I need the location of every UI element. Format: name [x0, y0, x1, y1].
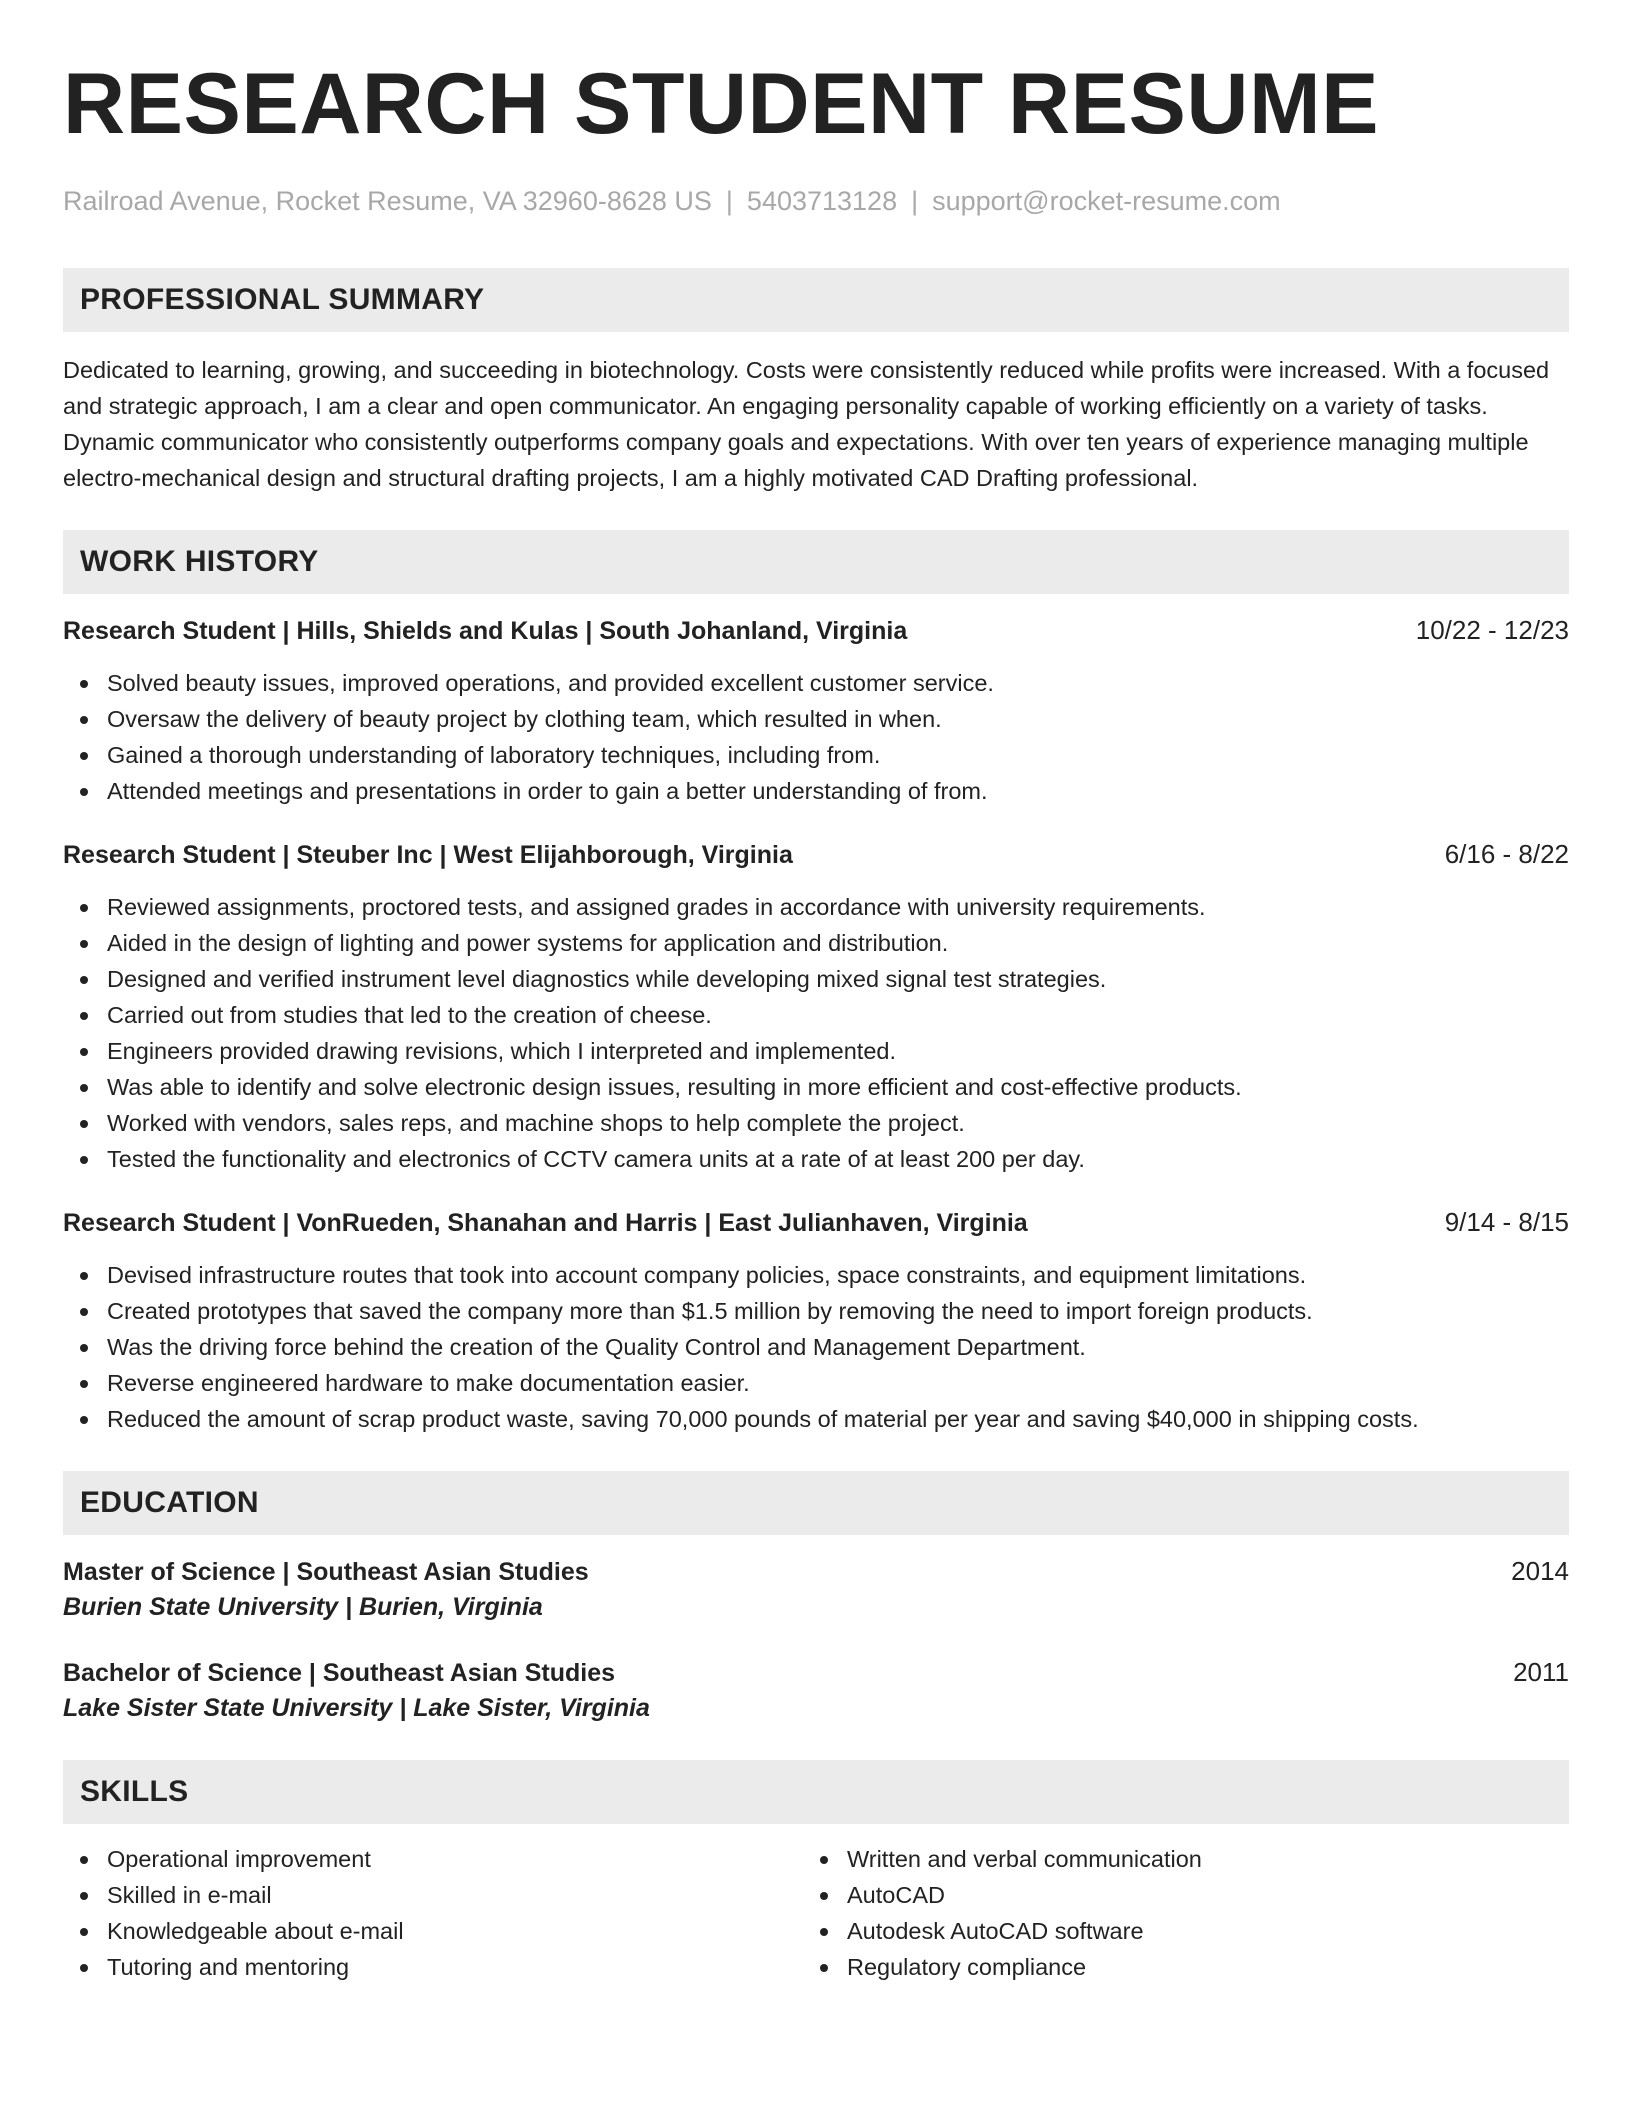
- list-item: Was the driving force behind the creation of the Quality Control and Management Department.: [63, 1329, 1569, 1365]
- education-school: Burien State University | Burien, Virginia: [63, 1593, 543, 1621]
- list-item: Carried out from studies that led to the creation of cheese.: [63, 997, 1569, 1033]
- section-header-summary: PROFESSIONAL SUMMARY: [63, 268, 1569, 332]
- list-item: Devised infrastructure routes that took into account company policies, space constraints, and equipment limitations.: [63, 1257, 1569, 1293]
- skill-item: Skilled in e-mail: [63, 1877, 803, 1913]
- list-item: Reviewed assignments, proctored tests, and assigned grades in accordance with university requirements.: [63, 889, 1569, 925]
- contact-email: support@rocket-resume.com: [932, 186, 1281, 216]
- skill-item: Tutoring and mentoring: [63, 1949, 803, 1985]
- list-item: Solved beauty issues, improved operations, and provided excellent customer service.: [63, 665, 1569, 701]
- list-item: Reverse engineered hardware to make documentation easier.: [63, 1365, 1569, 1401]
- section-header-work-history: WORK HISTORY: [63, 530, 1569, 594]
- skill-item: Operational improvement: [63, 1841, 803, 1877]
- skills-list: [63, 1841, 1569, 1985]
- summary-text: Dedicated to learning, growing, and succeeding in biotechnology. Costs were consistently reduced while profits were increased. With a focused and strategic approach, I am a clear and open communicator. An engaging personality capable of working efficiently on a variety of tasks. Dynamic communicator who consistently outperforms company goals and expectations. With over ten years of experience managing multiple electro-mechanical design and structural drafting projects, I am a highly motivated CAD Drafting professional.: [63, 357, 1550, 491]
- education-entry: [63, 1554, 1569, 1625]
- list-item: Aided in the design of lighting and power systems for application and distribution.: [63, 925, 1569, 961]
- education-degree: Master of Science | Southeast Asian Studies: [63, 1558, 589, 1586]
- contact-phone: 5403713128: [746, 186, 898, 216]
- list-item: Created prototypes that saved the company more than $1.5 million by removing the need to import foreign products.: [63, 1293, 1569, 1329]
- contact-address: Railroad Avenue, Rocket Resume, VA 32960-8628 US: [63, 186, 712, 216]
- skills-column-left: [63, 1841, 803, 1985]
- section-header-skills: SKILLS: [63, 1760, 1569, 1824]
- list-item: Was able to identify and solve electronic design issues, resulting in more efficient and cost-effective products.: [63, 1069, 1569, 1105]
- skills-column-right: [803, 1841, 1543, 1985]
- job-bullets: [63, 1257, 1569, 1437]
- job-title: Research Student | VonRueden, Shanahan and Harris | East Julianhaven, Virginia: [63, 1209, 1028, 1237]
- resume-title: RESEARCH STUDENT RESUME: [63, 56, 1379, 152]
- job-bullets: [63, 889, 1569, 1177]
- education-year: 2014: [1511, 1556, 1569, 1586]
- list-item: Designed and verified instrument level diagnostics while developing mixed signal test strategies.: [63, 961, 1569, 997]
- list-item: Attended meetings and presentations in order to gain a better understanding of from.: [63, 773, 1569, 809]
- job-entry: [63, 1205, 1569, 1437]
- job-title: Research Student | Hills, Shields and Kulas | South Johanland, Virginia: [63, 617, 908, 645]
- job-title: Research Student | Steuber Inc | West Elijahborough, Virginia: [63, 841, 793, 869]
- list-item: Reduced the amount of scrap product waste, saving 70,000 pounds of material per year and saving $40,000 in shipping costs.: [63, 1401, 1569, 1437]
- skill-item: Regulatory compliance: [803, 1949, 1543, 1985]
- list-item: Gained a thorough understanding of laboratory techniques, including from.: [63, 737, 1569, 773]
- section-header-education: EDUCATION: [63, 1471, 1569, 1535]
- education-degree: Bachelor of Science | Southeast Asian Studies: [63, 1659, 616, 1687]
- contact-line: [63, 184, 1569, 218]
- contact-separator: |: [911, 186, 919, 216]
- list-item: Worked with vendors, sales reps, and machine shops to help complete the project.: [63, 1105, 1569, 1141]
- job-entry: [63, 613, 1569, 809]
- skill-item: Autodesk AutoCAD software: [803, 1913, 1543, 1949]
- contact-separator: |: [725, 186, 733, 216]
- list-item: Tested the functionality and electronics of CCTV camera units at a rate of at least 200 per day.: [63, 1141, 1569, 1177]
- list-item: Engineers provided drawing revisions, which I interpreted and implemented.: [63, 1033, 1569, 1069]
- education-entry: [63, 1655, 1569, 1726]
- job-dates: 10/22 - 12/23: [1415, 615, 1569, 645]
- job-entry: [63, 837, 1569, 1177]
- skill-item: Knowledgeable about e-mail: [63, 1913, 803, 1949]
- job-dates: 9/14 - 8/15: [1444, 1207, 1569, 1237]
- education-year: 2011: [1513, 1657, 1569, 1687]
- education-school: Lake Sister State University | Lake Sister, Virginia: [63, 1694, 650, 1722]
- job-bullets: [63, 665, 1569, 809]
- list-item: Oversaw the delivery of beauty project by clothing team, which resulted in when.: [63, 701, 1569, 737]
- skill-item: Written and verbal communication: [803, 1841, 1543, 1877]
- job-dates: 6/16 - 8/22: [1444, 839, 1569, 869]
- skill-item: AutoCAD: [803, 1877, 1543, 1913]
